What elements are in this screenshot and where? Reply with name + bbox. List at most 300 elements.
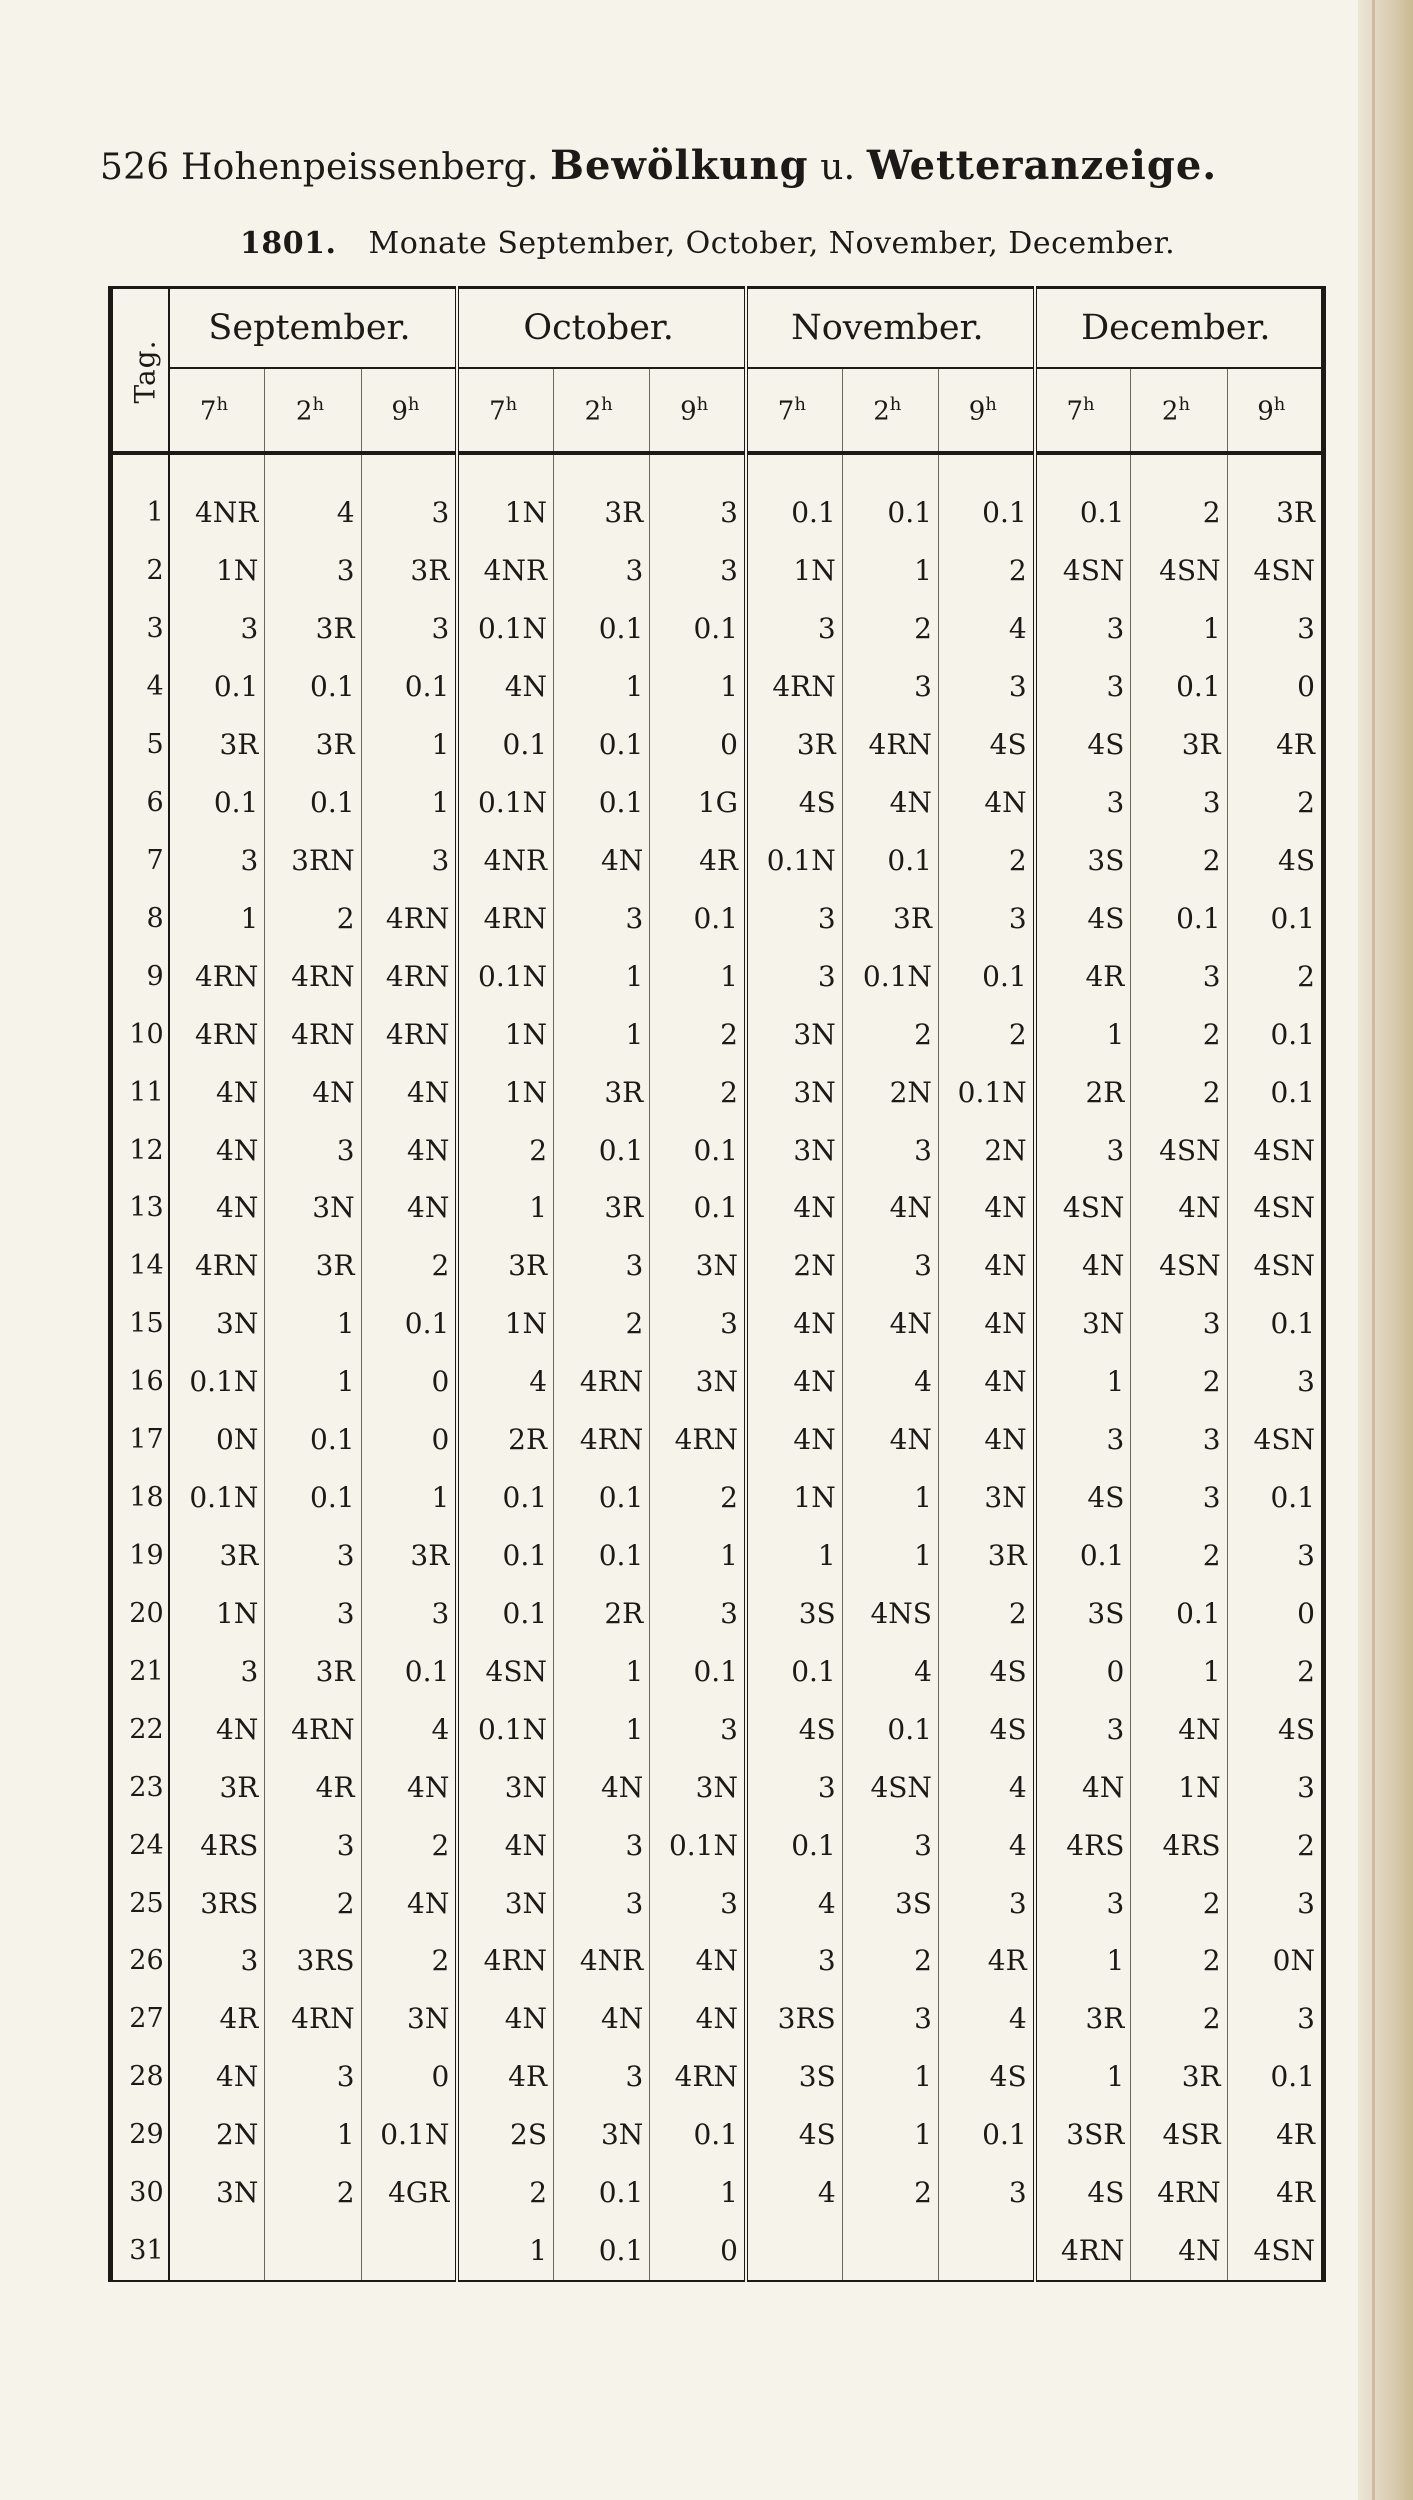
observation-cell: 4N	[216, 1712, 259, 1746]
observation-cell: 2R	[457, 1411, 553, 1469]
observation-cell: 0.1	[554, 774, 650, 832]
table-row	[111, 1353, 1324, 1411]
observation-cell: 4NR	[194, 495, 259, 529]
table-row	[111, 716, 1324, 774]
observation-cell: 4N	[746, 1411, 842, 1469]
observation-cell: 3R	[219, 1538, 259, 1572]
observation-cell: 4R	[219, 2002, 259, 2036]
observation-cell: 3N	[1035, 1295, 1131, 1353]
observation-cell: 2	[1131, 1932, 1227, 1990]
hour-header: 2$^h$	[1131, 368, 1227, 453]
observation-cell: 4N	[746, 1179, 842, 1237]
observation-cell: 0.1	[650, 889, 746, 947]
day-number: 3	[111, 600, 169, 658]
observation-cell: 3	[361, 831, 457, 889]
observation-cell: 4R	[1227, 2164, 1323, 2222]
observation-cell: 4SN	[842, 1758, 938, 1816]
day-number: 6	[111, 774, 169, 832]
observation-cell: 0.1	[1227, 1063, 1323, 1121]
observation-cell: 3	[1035, 1700, 1131, 1758]
observation-cell: 3	[1035, 1411, 1131, 1469]
day-number: 13	[111, 1179, 169, 1237]
observation-cell: 1	[1035, 1005, 1131, 1063]
observation-cell: 3S	[1035, 1584, 1131, 1642]
observation-cell: 0	[361, 1411, 457, 1469]
observation-cell: 3	[650, 1700, 746, 1758]
observation-cell: 3N	[361, 1990, 457, 2048]
hour-header: 7$^h$	[746, 368, 842, 453]
observation-cell: 0.1	[650, 2106, 746, 2164]
title-part-1: Bewölkung	[550, 142, 809, 189]
observation-cell: 4N	[842, 774, 938, 832]
observation-cell: 3N	[216, 2176, 259, 2210]
observation-cell: 4N	[1035, 1758, 1131, 1816]
hour-header: 2$^h$	[842, 368, 938, 453]
observation-cell: 1N	[746, 542, 842, 600]
observation-cell: 4GR	[361, 2164, 457, 2222]
day-number: 12	[111, 1121, 169, 1179]
observation-cell: 3R	[265, 1237, 361, 1295]
day-number: 22	[111, 1700, 169, 1758]
observation-cell: 2	[1131, 1527, 1227, 1585]
observation-cell: 3	[650, 1874, 746, 1932]
observation-cell: 2	[650, 1469, 746, 1527]
observation-cell: 2	[265, 1874, 361, 1932]
page-number: 526	[100, 147, 170, 188]
observation-cell: 1	[1035, 1353, 1131, 1411]
table-row	[111, 1758, 1324, 1816]
hour-header: 9$^h$	[650, 368, 746, 453]
day-number: 4	[111, 658, 169, 716]
observation-cell: 1	[554, 947, 650, 1005]
observation-cell: 1N	[216, 554, 259, 588]
observation-cell: 4	[938, 1758, 1034, 1816]
observation-cell: 4N	[650, 1932, 746, 1990]
observation-cell	[169, 2222, 265, 2281]
observation-cell: 0N	[1227, 1932, 1323, 1990]
observation-cell: 4SN	[1131, 1121, 1227, 1179]
observation-cell: 4S	[938, 1700, 1034, 1758]
months-subtitle: Monate September, October, November, December.	[368, 226, 1176, 261]
table-row	[111, 2048, 1324, 2106]
observation-cell: 0.1	[1227, 1469, 1323, 1527]
observation-cell: 0.1	[650, 1179, 746, 1237]
observation-cell: 0.1	[265, 1411, 361, 1469]
observation-cell: 3	[240, 1944, 259, 1978]
observation-cell: 0.1	[746, 1816, 842, 1874]
observation-cell: 2	[842, 1005, 938, 1063]
observation-cell: 3	[746, 1932, 842, 1990]
observation-cell: 0.1	[1131, 889, 1227, 947]
observation-cell: 3	[361, 1584, 457, 1642]
observation-cell: 4N	[265, 1063, 361, 1121]
observation-cell: 3N	[650, 1353, 746, 1411]
observation-cell: 2	[361, 1932, 457, 1990]
observation-cell: 2	[1227, 1642, 1323, 1700]
observation-cell: 1	[361, 1469, 457, 1527]
observation-cell: 4R	[1227, 716, 1323, 774]
table-row	[111, 1642, 1324, 1700]
observation-cell: 4R	[1035, 947, 1131, 1005]
observation-cell: 3	[554, 889, 650, 947]
observation-cell: 4RN	[194, 1017, 259, 1051]
observation-cell: 3	[1227, 1758, 1323, 1816]
day-number: 2	[111, 542, 169, 600]
year-label: 1801.	[240, 226, 337, 261]
observation-cell: 3	[1131, 774, 1227, 832]
observation-cell: 0.1	[361, 1295, 457, 1353]
observation-cell: 0.1N	[938, 1063, 1034, 1121]
observation-cell: 1N	[216, 1596, 259, 1630]
month-header-row	[111, 288, 1324, 369]
observation-cell: 4SN	[1227, 542, 1323, 600]
hour-header: 7$^h$	[1035, 368, 1131, 453]
observation-cell: 1N	[457, 1005, 553, 1063]
observation-cell: 2	[842, 1932, 938, 1990]
observation-cell: 2	[938, 831, 1034, 889]
observation-cell: 3R	[1131, 716, 1227, 774]
observation-cell: 0.1	[650, 1642, 746, 1700]
table-row	[111, 1411, 1324, 1469]
observation-cell: 3	[842, 1237, 938, 1295]
observation-cell: 4N	[1131, 1179, 1227, 1237]
observation-cell: 3	[1131, 1295, 1227, 1353]
table-row	[111, 1527, 1324, 1585]
observation-cell: 2	[1131, 831, 1227, 889]
observation-cell: 2N	[842, 1063, 938, 1121]
observation-cell: 1	[650, 658, 746, 716]
observation-cell: 2	[1131, 1990, 1227, 2048]
observation-cell: 2N	[216, 2118, 259, 2152]
observation-cell: 3	[1227, 1990, 1323, 2048]
observation-cell: 4	[265, 453, 361, 542]
observation-cell: 4SN	[1227, 1121, 1323, 1179]
day-number: 18	[111, 1469, 169, 1527]
observation-cell: 3	[650, 1584, 746, 1642]
observation-cell: 0.1	[650, 1121, 746, 1179]
observation-cell: 0.1	[554, 1469, 650, 1527]
hour-header: 9$^h$	[1227, 368, 1323, 453]
table-row	[111, 658, 1324, 716]
observation-cell: 0.1N	[457, 774, 553, 832]
observation-cell: 0.1N	[457, 1700, 553, 1758]
day-number: 16	[111, 1353, 169, 1411]
observation-cell: 3	[1035, 600, 1131, 658]
observation-cell: 4RN	[554, 1353, 650, 1411]
observation-cell: 4SN	[1227, 1411, 1323, 1469]
day-column-header: Tag.	[111, 288, 169, 454]
month-header: September.	[169, 288, 458, 369]
observation-cell: 3	[938, 658, 1034, 716]
observation-cell: 2N	[746, 1237, 842, 1295]
observation-cell: 3RS	[746, 1990, 842, 2048]
observation-cell: 2N	[938, 1121, 1034, 1179]
page-subheader	[240, 226, 1240, 261]
observation-cell: 0.1N	[457, 947, 553, 1005]
day-number: 23	[111, 1758, 169, 1816]
observation-cell: 0.1N	[650, 1816, 746, 1874]
page-edge	[1358, 0, 1413, 2500]
observation-cell: 3	[265, 1121, 361, 1179]
observation-cell: 0.1N	[842, 947, 938, 1005]
observation-cell: 0	[650, 716, 746, 774]
day-number: 30	[111, 2164, 169, 2222]
observation-cell: 3	[842, 1990, 938, 2048]
observation-cell: 4R	[457, 2048, 553, 2106]
observation-cell: 4S	[1035, 889, 1131, 947]
observation-cell: 3	[265, 1584, 361, 1642]
page-header	[100, 142, 1330, 189]
observation-cell: 4S	[746, 774, 842, 832]
observation-cell: 0.1	[1035, 1527, 1131, 1585]
observation-cell: 4R	[650, 831, 746, 889]
observation-cell: 0.1	[650, 600, 746, 658]
day-number: 11	[111, 1063, 169, 1121]
observation-cell: 0N	[216, 1423, 259, 1457]
observation-cell: 3R	[1035, 1990, 1131, 2048]
hour-header: 7$^h$	[169, 368, 265, 453]
month-header: October.	[457, 288, 746, 369]
observation-cell: 4	[938, 600, 1034, 658]
observation-cell: 0.1	[457, 1584, 553, 1642]
observation-cell: 2	[1131, 1063, 1227, 1121]
observation-cell: 0.1	[265, 658, 361, 716]
observation-cell: 3	[650, 1295, 746, 1353]
observation-cell: 3	[1131, 947, 1227, 1005]
observation-cell: 0.1	[265, 774, 361, 832]
observation-cell: 0.1N	[189, 1481, 259, 1515]
table-row	[111, 1584, 1324, 1642]
table-row	[111, 947, 1324, 1005]
observation-cell: 0.1	[746, 1642, 842, 1700]
day-number: 27	[111, 1990, 169, 2048]
observation-cell: 4RN	[194, 1249, 259, 1283]
table-row	[111, 889, 1324, 947]
day-number: 15	[111, 1295, 169, 1353]
observation-cell: 4RN	[457, 1932, 553, 1990]
observation-cell: 3N	[746, 1121, 842, 1179]
observation-cell: 1	[554, 1642, 650, 1700]
observation-cell: 0.1	[1227, 889, 1323, 947]
observation-cell: 4SN	[1131, 542, 1227, 600]
observation-cell: 3	[650, 453, 746, 542]
hour-header: 2$^h$	[265, 368, 361, 453]
observation-cell: 3R	[219, 728, 259, 762]
observation-cell: 4N	[1131, 2222, 1227, 2281]
observation-cell: 4R	[1227, 2106, 1323, 2164]
observation-cell: 4N	[216, 2060, 259, 2094]
table-row	[111, 1005, 1324, 1063]
observation-cell: 4RN	[361, 947, 457, 1005]
observation-cell: 3	[554, 542, 650, 600]
observation-cell: 1N	[1131, 1758, 1227, 1816]
observation-cell: 3	[746, 600, 842, 658]
observation-cell: 3RS	[265, 1932, 361, 1990]
observation-cell: 4N	[938, 1179, 1034, 1237]
observation-cell: 2	[842, 600, 938, 658]
observation-cell: 4RN	[650, 2048, 746, 2106]
table-row	[111, 1469, 1324, 1527]
observation-cell: 4SN	[1227, 1179, 1323, 1237]
observation-cell: 0	[1035, 1642, 1131, 1700]
observation-cell: 0.1N	[746, 831, 842, 889]
observation-cell: 4N	[746, 1295, 842, 1353]
observation-cell: 0.1	[554, 600, 650, 658]
observation-cell: 0.1	[457, 1469, 553, 1527]
observation-cell: 3R	[554, 453, 650, 542]
observation-cell: 4RN	[1131, 2164, 1227, 2222]
observation-cell: 3	[554, 2048, 650, 2106]
table-row	[111, 2164, 1324, 2222]
observation-cell: 3	[650, 542, 746, 600]
observation-cell: 3	[1227, 1874, 1323, 1932]
observation-cell: 4R	[265, 1758, 361, 1816]
observation-cell: 4S	[746, 2106, 842, 2164]
observation-cell: 4SN	[1131, 1237, 1227, 1295]
observation-cell: 3R	[265, 1642, 361, 1700]
observation-cell: 1	[842, 542, 938, 600]
observation-cell: 3	[1227, 1353, 1323, 1411]
observation-cell: 4	[746, 1874, 842, 1932]
observation-cell: 0.1	[1035, 453, 1131, 542]
observation-cell: 3	[938, 889, 1034, 947]
observation-cell: 0.1	[265, 1469, 361, 1527]
observation-cell: 2	[361, 1816, 457, 1874]
observation-cell: 3R	[1227, 453, 1323, 542]
table-row	[111, 1874, 1324, 1932]
day-number: 28	[111, 2048, 169, 2106]
observation-cell: 2	[938, 1005, 1034, 1063]
observation-cell: 4SN	[1035, 542, 1131, 600]
observation-cell: 4N	[938, 1411, 1034, 1469]
observation-cell: 4RS	[1035, 1816, 1131, 1874]
observation-cell: 3N	[650, 1237, 746, 1295]
observation-cell: 3	[265, 2048, 361, 2106]
observation-cell: 3R	[457, 1237, 553, 1295]
table-row	[111, 774, 1324, 832]
observation-cell: 3	[265, 1527, 361, 1585]
observation-cell: 4SN	[1227, 2222, 1323, 2281]
observation-cell: 3	[842, 658, 938, 716]
observation-cell: 3	[265, 542, 361, 600]
observation-cell: 0.1	[554, 2164, 650, 2222]
observation-cell: 4S	[1227, 1700, 1323, 1758]
observation-cell: 1	[265, 1295, 361, 1353]
observation-cell: 4	[938, 1990, 1034, 2048]
observation-cell: 3	[1227, 1527, 1323, 1585]
observation-cell: 2	[361, 1237, 457, 1295]
observation-cell: 4	[361, 1700, 457, 1758]
table-row	[111, 1700, 1324, 1758]
observation-cell: 3	[1131, 1411, 1227, 1469]
observation-cell: 1	[240, 901, 259, 935]
observation-cell: 4SN	[1227, 1237, 1323, 1295]
observation-cell: 4N	[842, 1179, 938, 1237]
observation-cell: 0	[361, 1353, 457, 1411]
hour-header-row	[111, 368, 1324, 453]
observation-cell: 4	[842, 1353, 938, 1411]
observation-cell: 4	[842, 1642, 938, 1700]
observation-cell: 4N	[554, 1758, 650, 1816]
observation-cell: 4	[938, 1816, 1034, 1874]
table-row	[111, 2106, 1324, 2164]
observation-cell: 4RS	[200, 1828, 259, 1862]
observation-cell: 3SR	[1035, 2106, 1131, 2164]
observation-cell: 0.1	[457, 716, 553, 774]
day-number: 29	[111, 2106, 169, 2164]
observation-cell: 4NR	[554, 1932, 650, 1990]
day-number: 19	[111, 1527, 169, 1585]
observation-cell: 2	[554, 1295, 650, 1353]
observation-cell: 2R	[1035, 1063, 1131, 1121]
observation-cell: 2R	[554, 1584, 650, 1642]
observation-cell: 4	[746, 2164, 842, 2222]
observation-cell: 4RN	[746, 658, 842, 716]
table-row	[111, 1295, 1324, 1353]
observation-cell: 3RN	[265, 831, 361, 889]
table-row	[111, 2222, 1324, 2281]
observation-cell: 4RN	[265, 1700, 361, 1758]
observation-cell: 0.1	[213, 786, 259, 819]
observation-cell: 3	[265, 1816, 361, 1874]
observation-cell: 2	[1131, 453, 1227, 542]
day-number: 21	[111, 1642, 169, 1700]
observation-cell: 3R	[746, 716, 842, 774]
observation-cell: 1	[746, 1527, 842, 1585]
observation-cell: 4N	[938, 774, 1034, 832]
observation-cell: 4N	[361, 1063, 457, 1121]
day-number: 10	[111, 1005, 169, 1063]
observation-cell: 3N	[650, 1758, 746, 1816]
observation-cell	[746, 2222, 842, 2281]
observation-cell: 3R	[1131, 2048, 1227, 2106]
observation-cell: 0.1	[213, 670, 259, 704]
observation-cell: 4	[457, 1353, 553, 1411]
observation-cell: 3	[938, 1874, 1034, 1932]
observation-cell: 4RN	[194, 959, 259, 993]
observation-cell: 3	[746, 889, 842, 947]
observation-cell: 0.1	[842, 453, 938, 542]
title-connector: u.	[820, 147, 856, 188]
observation-cell: 0.1	[938, 453, 1034, 542]
table-row	[111, 600, 1324, 658]
observation-cell: 4N	[361, 1179, 457, 1237]
observation-cell: 4RN	[842, 716, 938, 774]
observation-cell: 4N	[216, 1133, 259, 1167]
observation-cell: 3	[240, 1654, 259, 1688]
table-row	[111, 831, 1324, 889]
day-number: 1	[111, 453, 169, 542]
observation-cell: 3	[746, 1758, 842, 1816]
observation-cell: 4RN	[265, 1990, 361, 2048]
observation-cell: 4RN	[650, 1411, 746, 1469]
observation-cell: 0.1	[1227, 2048, 1323, 2106]
observation-cell: 4S	[1035, 2164, 1131, 2222]
observation-cell: 1	[842, 1527, 938, 1585]
observation-cell	[842, 2222, 938, 2281]
observation-cell: 3N	[265, 1179, 361, 1237]
observation-cell: 0.1	[361, 658, 457, 716]
page-edge-shadow	[1372, 0, 1375, 2500]
table-row	[111, 453, 1324, 542]
observation-cell: 4S	[1035, 1469, 1131, 1527]
observation-cell: 0.1	[554, 2222, 650, 2281]
observation-cell: 2	[265, 889, 361, 947]
observation-cell: 2	[265, 2164, 361, 2222]
observation-cell: 0.1	[938, 947, 1034, 1005]
observation-cell: 3R	[842, 889, 938, 947]
observation-cell: 4RN	[1035, 2222, 1131, 2281]
